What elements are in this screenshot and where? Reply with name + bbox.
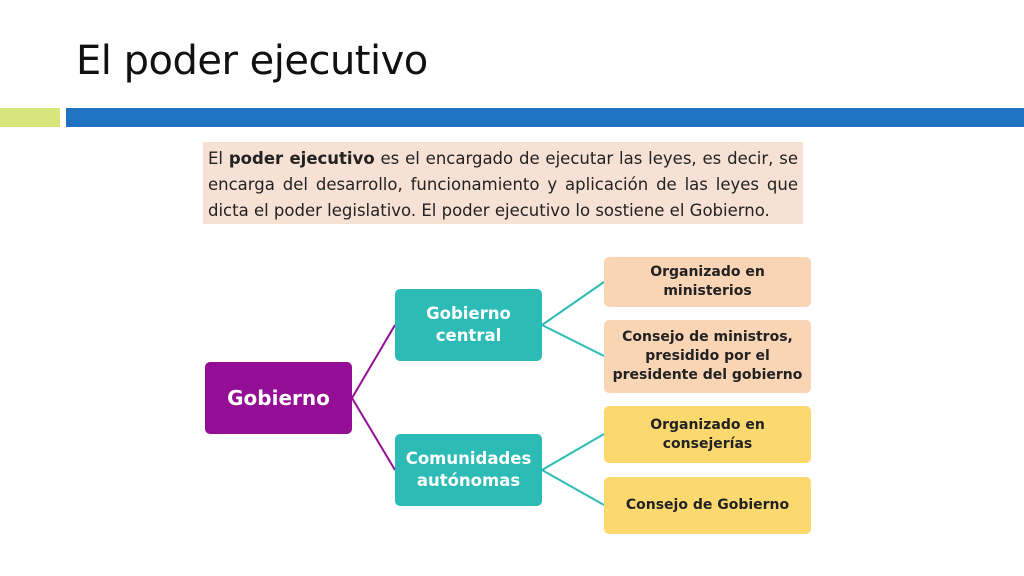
- intro-text-box: [203, 142, 803, 224]
- node-branch-comunidades-autonomas: Comunidades autónomas: [395, 434, 542, 506]
- slide-title: El poder ejecutivo: [76, 38, 428, 84]
- node-leaf-consejerias: Organizado en consejerías: [604, 406, 811, 463]
- accent-bar-right: [66, 108, 1024, 127]
- connector-branch1-to-leaf-1: [542, 282, 604, 325]
- node-leaf-consejo-gobierno: Consejo de Gobierno: [604, 477, 811, 534]
- intro-rest: es el encargado de ejecutar las leyes, es decir, se encarga del desarrollo, funcionamiento y aplicación de las leyes que dicta el poder legislativo. El poder ejecutivo lo sostiene el Gobierno.: [208, 149, 798, 220]
- node-leaf-consejo-ministros: Consejo de ministros, presidido por el presidente del gobierno: [604, 320, 811, 393]
- intro-bold-term: poder ejecutivo: [228, 149, 375, 168]
- intro-prefix: El: [208, 149, 229, 168]
- accent-bar-left: [0, 108, 60, 127]
- connector-branch1-to-leaf-2: [542, 325, 604, 356]
- connector-branch2-to-leaf-4: [542, 470, 604, 505]
- node-root: Gobierno: [205, 362, 352, 434]
- connector-root-to-branch-2: [352, 398, 395, 470]
- node-leaf-ministerios: Organizado en ministerios: [604, 257, 811, 307]
- connector-root-to-branch-1: [352, 325, 395, 398]
- connector-branch2-to-leaf-3: [542, 434, 604, 470]
- node-branch-gobierno-central: Gobierno central: [395, 289, 542, 361]
